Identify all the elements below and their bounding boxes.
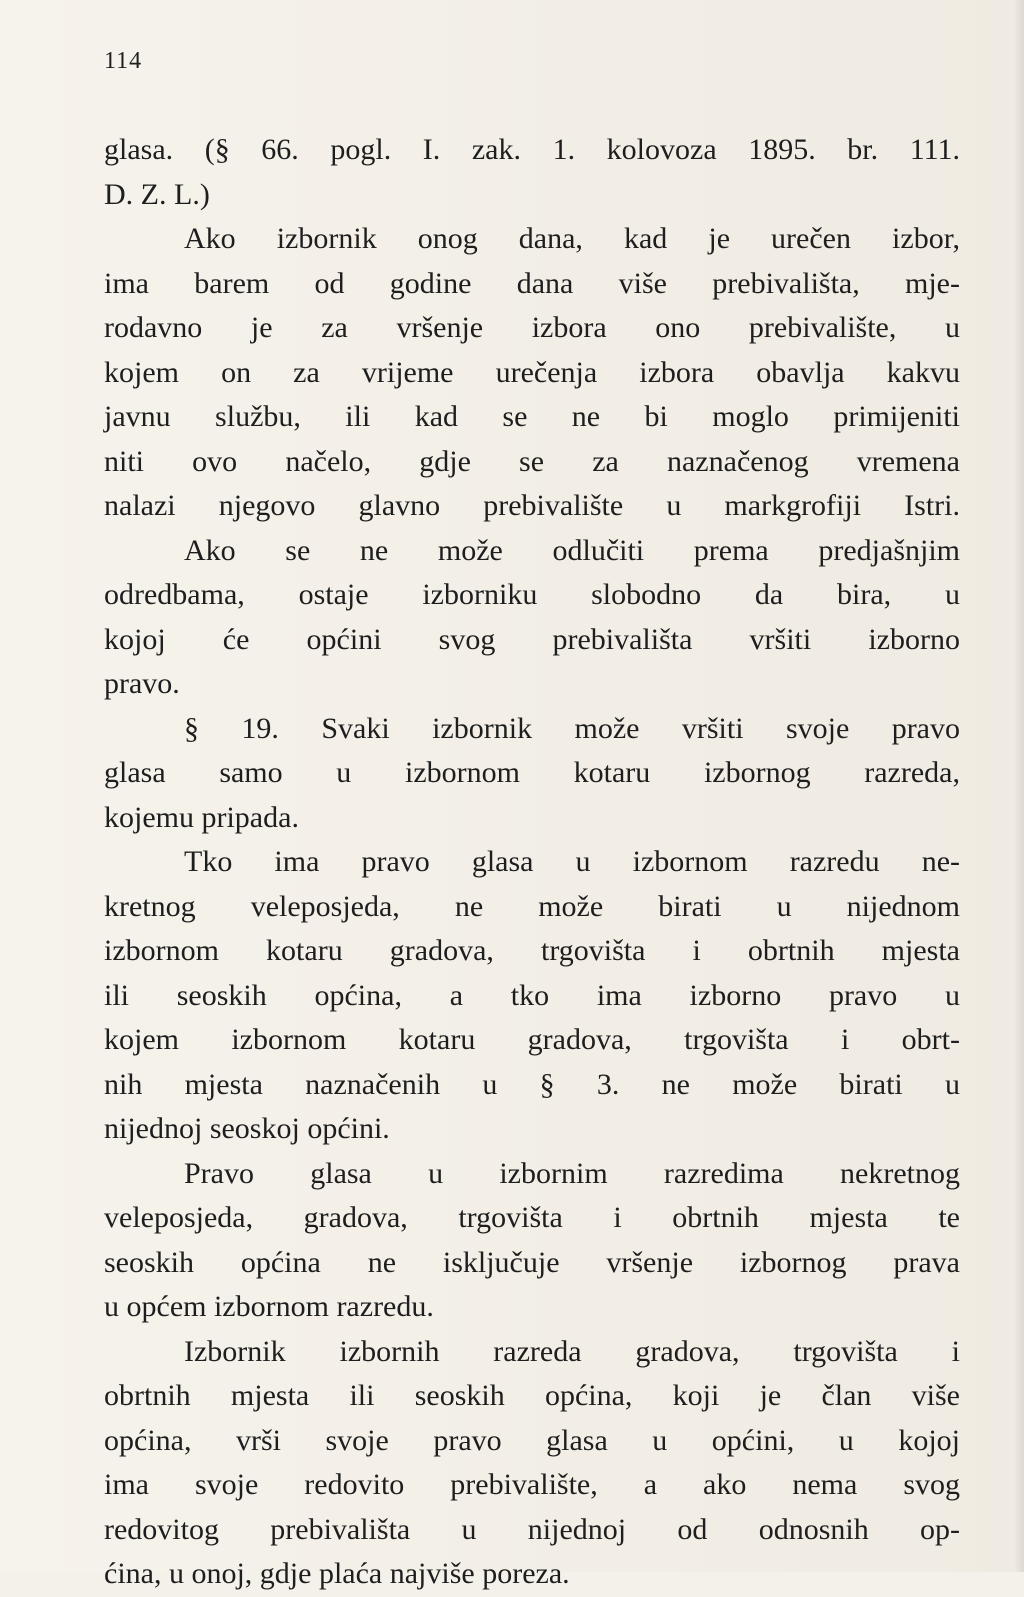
text-line: ima barem od godine dana više prebivališta, mje- xyxy=(104,266,960,300)
text-line: ima svoje redovito prebivalište, a ako nema svog xyxy=(104,1468,960,1501)
text-line: niti ovo načelo, gdje se za naznačenog vremena xyxy=(104,444,960,478)
text-line: ćina, u onoj, gdje plaća najviše poreza. xyxy=(104,1557,570,1590)
text-line: § 19. Svaki izbornik može vršiti svoje pravo xyxy=(184,711,960,745)
text-line: Izbornik izbornih razreda gradova, trgovišta i xyxy=(184,1334,960,1368)
text-line: kojem on za vrijeme urečenja izbora obavlja kakvu xyxy=(104,355,960,389)
text-line: redovitog prebivališta u nijednoj od odnosnih op- xyxy=(104,1512,960,1546)
text-line: Ako izbornik onog dana, kad je urečen izbor, xyxy=(184,222,960,255)
text-line: nih mjesta naznačenih u § 3. ne može birati u xyxy=(104,1067,960,1101)
text-line: kretnog veleposjeda, ne može birati u nijednom xyxy=(104,889,960,923)
text-line: kojem izbornom kotaru gradova, trgovišta i obrt- xyxy=(104,1023,960,1056)
text-line: nalazi njegovo glavno prebivalište u markgrofiji Istri. xyxy=(104,489,960,522)
text-line: općina, vrši svoje pravo glasa u općini, u kojoj xyxy=(104,1423,960,1457)
text-line: rodavno je za vršenje izbora ono prebivalište, u xyxy=(104,311,960,344)
text-line: obrtnih mjesta ili seoskih općina, koji je član više xyxy=(104,1379,960,1412)
text-line: Tko ima pravo glasa u izbornom razredu ne- xyxy=(184,845,960,878)
page-number: 114 xyxy=(104,48,143,74)
text-line: javnu službu, ili kad se ne bi moglo primijeniti xyxy=(104,400,960,433)
text-line: ili seoskih općina, a tko ima izborno pravo u xyxy=(104,978,960,1012)
text-line: nijednoj seoskoj općini. xyxy=(104,1112,390,1145)
text-line: veleposjeda, gradova, trgovišta i obrtnih mjesta te xyxy=(104,1201,960,1234)
text-line: pravo. xyxy=(104,667,180,700)
text-line: odredbama, ostaje izborniku slobodno da bira, u xyxy=(104,578,960,611)
text-line: u općem izbornom razredu. xyxy=(104,1290,434,1323)
text-line: glasa. (§ 66. pogl. I. zak. 1. kolovoza 1895. br. 111. xyxy=(104,133,960,166)
text-line: Ako se ne može odlučiti prema predjašnjim xyxy=(184,533,960,567)
page-edge-shadow xyxy=(1014,0,1024,1572)
text-line: glasa samo u izbornom kotaru izbornog razreda, xyxy=(104,756,960,789)
body-text xyxy=(104,128,960,1597)
text-line: Pravo glasa u izbornim razredima nekretnog xyxy=(184,1156,960,1190)
text-line: kojemu pripada. xyxy=(104,800,299,834)
text-line: kojoj će općini svog prebivališta vršiti izborno xyxy=(104,622,960,656)
text-line: D. Z. L.) xyxy=(104,177,210,211)
text-line: izbornom kotaru gradova, trgovišta i obrtnih mjesta xyxy=(104,934,960,967)
text-line: seoskih općina ne isključuje vršenje izbornog prava xyxy=(104,1245,960,1279)
